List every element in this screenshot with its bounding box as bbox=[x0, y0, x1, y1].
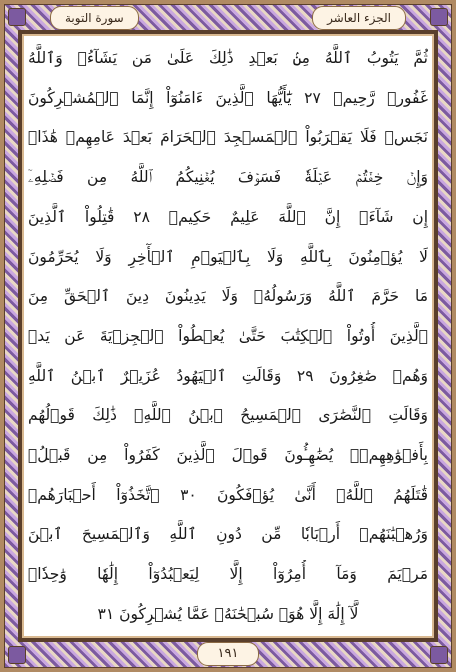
text-line: وَرُهۡبَٰنَهُمۡ أَرۡبَابٗا مِّن دُونِ ٱللَّهِ وَٱلۡمَسِيحَ ٱبۡنَ bbox=[28, 525, 428, 544]
text-line: قَٰتَلَهُمُ ٱللَّهُۖ أَنَّىٰ يُؤۡفَكُونَ ٣٠ ٱتَّخَذُوٓاْ أَحۡبَارَهُمۡ bbox=[28, 485, 428, 504]
corner-ornament bbox=[8, 646, 26, 664]
page-number: ١٩١ bbox=[197, 642, 259, 666]
text-line: نَجَسٞ فَلَا يَقۡرَبُواْ ٱلۡمَسۡجِدَ ٱلۡحَرَامَ بَعۡدَ عَامِهِمۡ هَٰذَاۚ bbox=[28, 128, 428, 147]
text-line: لَا يُؤۡمِنُونَ بِٱللَّهِ وَلَا بِٱلۡيَوۡمِ ٱلۡأٓخِرِ وَلَا يُحَرِّمُونَ bbox=[28, 247, 428, 266]
text-line: وَهُمۡ صَٰغِرُونَ ٢٩ وَقَالَتِ ٱلۡيَهُودُ عُزَيۡرٌ ٱبۡنُ ٱللَّهِ bbox=[28, 366, 428, 385]
text-line: ٱلَّذِينَ أُوتُواْ ٱلۡكِتَٰبَ حَتَّىٰ يُعۡطُواْ ٱلۡجِزۡيَةَ عَن يَدٖ bbox=[28, 326, 428, 345]
text-line: مَرۡيَمَ وَمَآ أُمِرُوٓاْ إِلَّا لِيَعۡبُدُوٓاْ إِلَٰهٗا وَٰحِدٗاۖ bbox=[28, 565, 428, 584]
quran-text bbox=[28, 44, 428, 628]
corner-ornament bbox=[8, 8, 26, 26]
text-line: بِأَفۡوَٰهِهِمۡۖ يُضَٰهِـُٔونَ قَوۡلَ ٱلَّذِينَ كَفَرُواْ مِن قَبۡلُۚ bbox=[28, 446, 428, 465]
text-line: ثُمَّ يَتُوبُ ٱللَّهُ مِنۢ بَعۡدِ ذَٰلِكَ عَلَىٰ مَن يَشَآءُۗ وَٱللَّهُ bbox=[28, 49, 428, 67]
text-line: وَقَالَتِ ٱلنَّصَٰرَى ٱلۡمَسِيحُ ٱبۡنُ ٱللَّهِۖ ذَٰلِكَ قَوۡلُهُم bbox=[28, 406, 428, 425]
corner-ornament bbox=[430, 646, 448, 664]
page-header bbox=[30, 6, 426, 28]
juz-name: الجزء العاشر bbox=[312, 6, 406, 30]
surah-name: سورة التوبة bbox=[50, 6, 139, 30]
text-line: إِن شَآءَۚ إِنَّ ٱللَّهَ عَلِيمٌ حَكِيمٞ ٢٨ قَٰتِلُواْ ٱلَّذِينَ bbox=[28, 207, 428, 226]
text-line: غَفُورٞ رَّحِيمٞ ٢٧ يَٰٓأَيُّهَا ٱلَّذِينَ ءَامَنُوٓاْ إِنَّمَا ٱلۡمُشۡرِكُونَ bbox=[28, 88, 428, 107]
text-line: وَإِنۡ خِفۡتُمۡ عَيۡلَةٗ فَسَوۡفَ يُغۡنِيكُمُ ٱللَّهُ مِن فَضۡلِهِۦٓ bbox=[28, 168, 428, 187]
text-line: لَّآ إِلَٰهَ إِلَّا هُوَۚ سُبۡحَٰنَهُۥ عَمَّا يُشۡرِكُونَ ٣١ bbox=[97, 604, 359, 623]
text-line: مَا حَرَّمَ ٱللَّهُ وَرَسُولُهُۥ وَلَا يَدِينُونَ دِينَ ٱلۡحَقِّ مِنَ bbox=[28, 287, 428, 306]
corner-ornament bbox=[430, 8, 448, 26]
